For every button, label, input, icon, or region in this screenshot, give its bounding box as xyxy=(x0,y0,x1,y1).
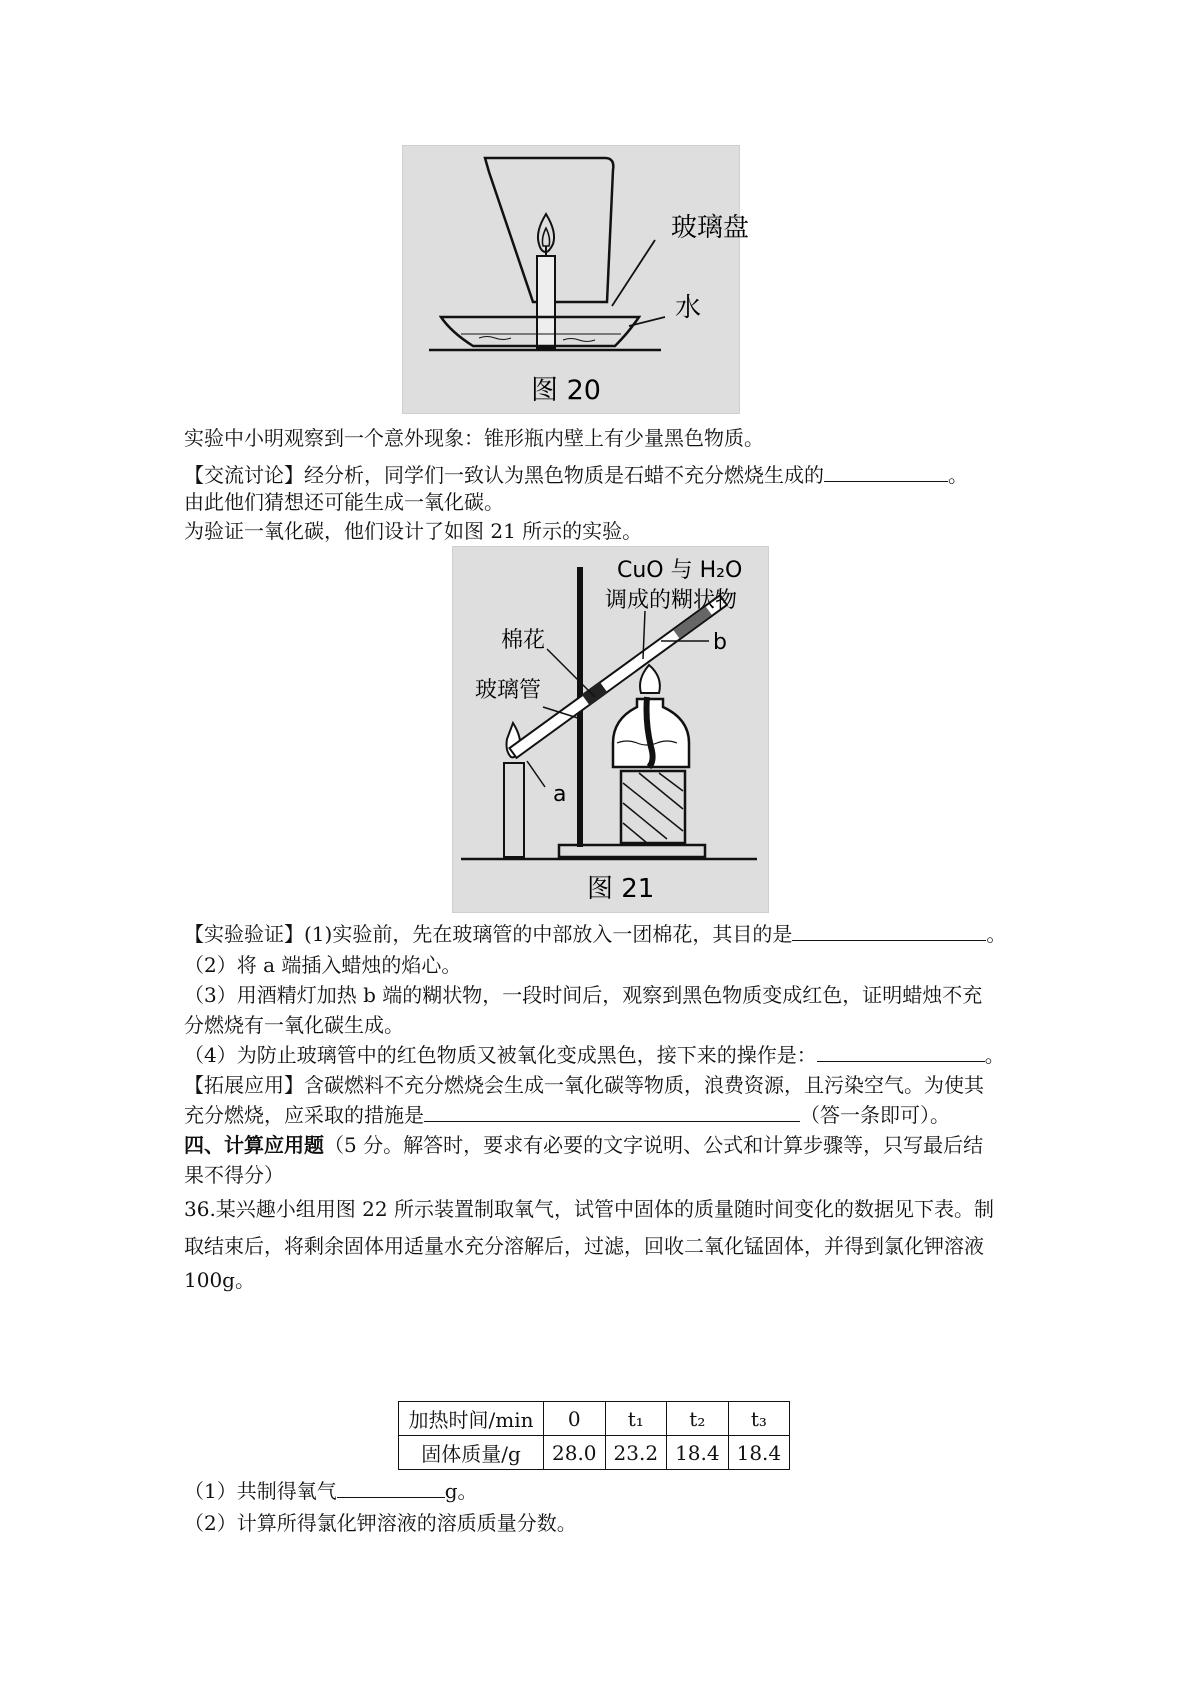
table-row xyxy=(399,1436,790,1470)
label-glass-tube: 玻璃管 xyxy=(475,678,542,703)
text-line: （1）共制得氧气 g。 xyxy=(184,1475,478,1507)
table-cell: 18.4 xyxy=(728,1436,790,1470)
mass-time-table xyxy=(398,1401,790,1470)
label-a: a xyxy=(553,782,567,807)
figure-21-drawing xyxy=(453,547,768,912)
table-cell: 23.2 xyxy=(605,1436,667,1470)
text-line: 为验证一氧化碳，他们设计了如图 21 所示的实验。 xyxy=(184,519,643,543)
table-cell: t₂ xyxy=(667,1402,729,1436)
text-line: 【实验验证】(1)实验前，先在玻璃管的中部放入一团棉花，其目的是 。 xyxy=(184,918,1006,950)
table-cell: 28.0 xyxy=(544,1436,606,1470)
text-line: （3）用酒精灯加热 b 端的糊状物，一段时间后，观察到黑色物质变成红色，证明蜡烛不充 xyxy=(184,983,983,1007)
label-cotton: 棉花 xyxy=(501,628,546,653)
text-line: （2）将 a 端插入蜡烛的焰心。 xyxy=(184,953,462,977)
figure-21 xyxy=(452,546,769,913)
label-water: 水 xyxy=(675,293,702,323)
text-line: （2）计算所得氯化钾溶液的溶质质量分数。 xyxy=(184,1511,577,1535)
table-cell: 加热时间/min xyxy=(399,1402,544,1436)
text-line: （4）为防止玻璃管中的红色物质又被氧化变成黑色，接下来的操作是： 。 xyxy=(184,1039,1005,1071)
text-line: 充分燃烧，应采取的措施是 （答一条即可）。 xyxy=(184,1099,950,1131)
text-line: 【交流讨论】经分析，同学们一致认为黑色物质是石蜡不充分燃烧生成的 。 xyxy=(184,459,968,491)
figure-20-caption: 图 20 xyxy=(531,375,601,406)
figure-21-caption: 图 21 xyxy=(587,874,655,904)
answer-blank[interactable] xyxy=(424,1099,800,1122)
label-paste-line1: CuO 与 H₂O xyxy=(617,558,743,583)
section-heading: 四、计算应用题（5 分。解答时，要求有必要的文字说明、公式和计算步骤等，只写最后结 xyxy=(184,1133,984,1157)
answer-blank[interactable] xyxy=(824,459,948,482)
text-line: 果不得分） xyxy=(184,1163,284,1187)
table-cell: 18.4 xyxy=(667,1436,729,1470)
label-b: b xyxy=(713,630,727,655)
table-cell: 0 xyxy=(544,1402,606,1436)
text-line: 36.某兴趣小组用图 22 所示装置制取氧气，试管中固体的质量随时间变化的数据见下表。制 xyxy=(184,1197,994,1221)
answer-blank[interactable] xyxy=(792,918,986,941)
table-cell: 固体质量/g xyxy=(399,1436,544,1470)
text-line: 100g。 xyxy=(184,1268,255,1292)
table-cell: t₃ xyxy=(728,1402,790,1436)
text-line: 由此他们猜想还可能生成一氧化碳。 xyxy=(184,490,504,514)
lamp-flame xyxy=(640,665,660,693)
table-cell: t₁ xyxy=(605,1402,667,1436)
text-line: 实验中小明观察到一个意外现象：锥形瓶内壁上有少量黑色物质。 xyxy=(184,426,764,450)
table-row xyxy=(399,1402,790,1436)
figure-20 xyxy=(402,145,750,414)
figure-20-drawing xyxy=(403,146,750,413)
text-line: 取结束后，将剩余固体用适量水充分溶解后，过滤，回收二氧化锰固体，并得到氯化钾溶液 xyxy=(184,1234,984,1258)
label-glass-dish: 玻璃盘 xyxy=(671,213,750,243)
answer-blank[interactable] xyxy=(817,1039,985,1062)
text-line: 分燃烧有一氧化碳生成。 xyxy=(184,1013,404,1037)
answer-blank[interactable] xyxy=(337,1475,445,1498)
text-line: 【拓展应用】含碳燃料不充分燃烧会生成一氧化碳等物质，浪费资源，且污染空气。为使其 xyxy=(184,1073,984,1097)
candle xyxy=(504,763,524,857)
label-paste-line2: 调成的糊状物 xyxy=(605,588,738,613)
